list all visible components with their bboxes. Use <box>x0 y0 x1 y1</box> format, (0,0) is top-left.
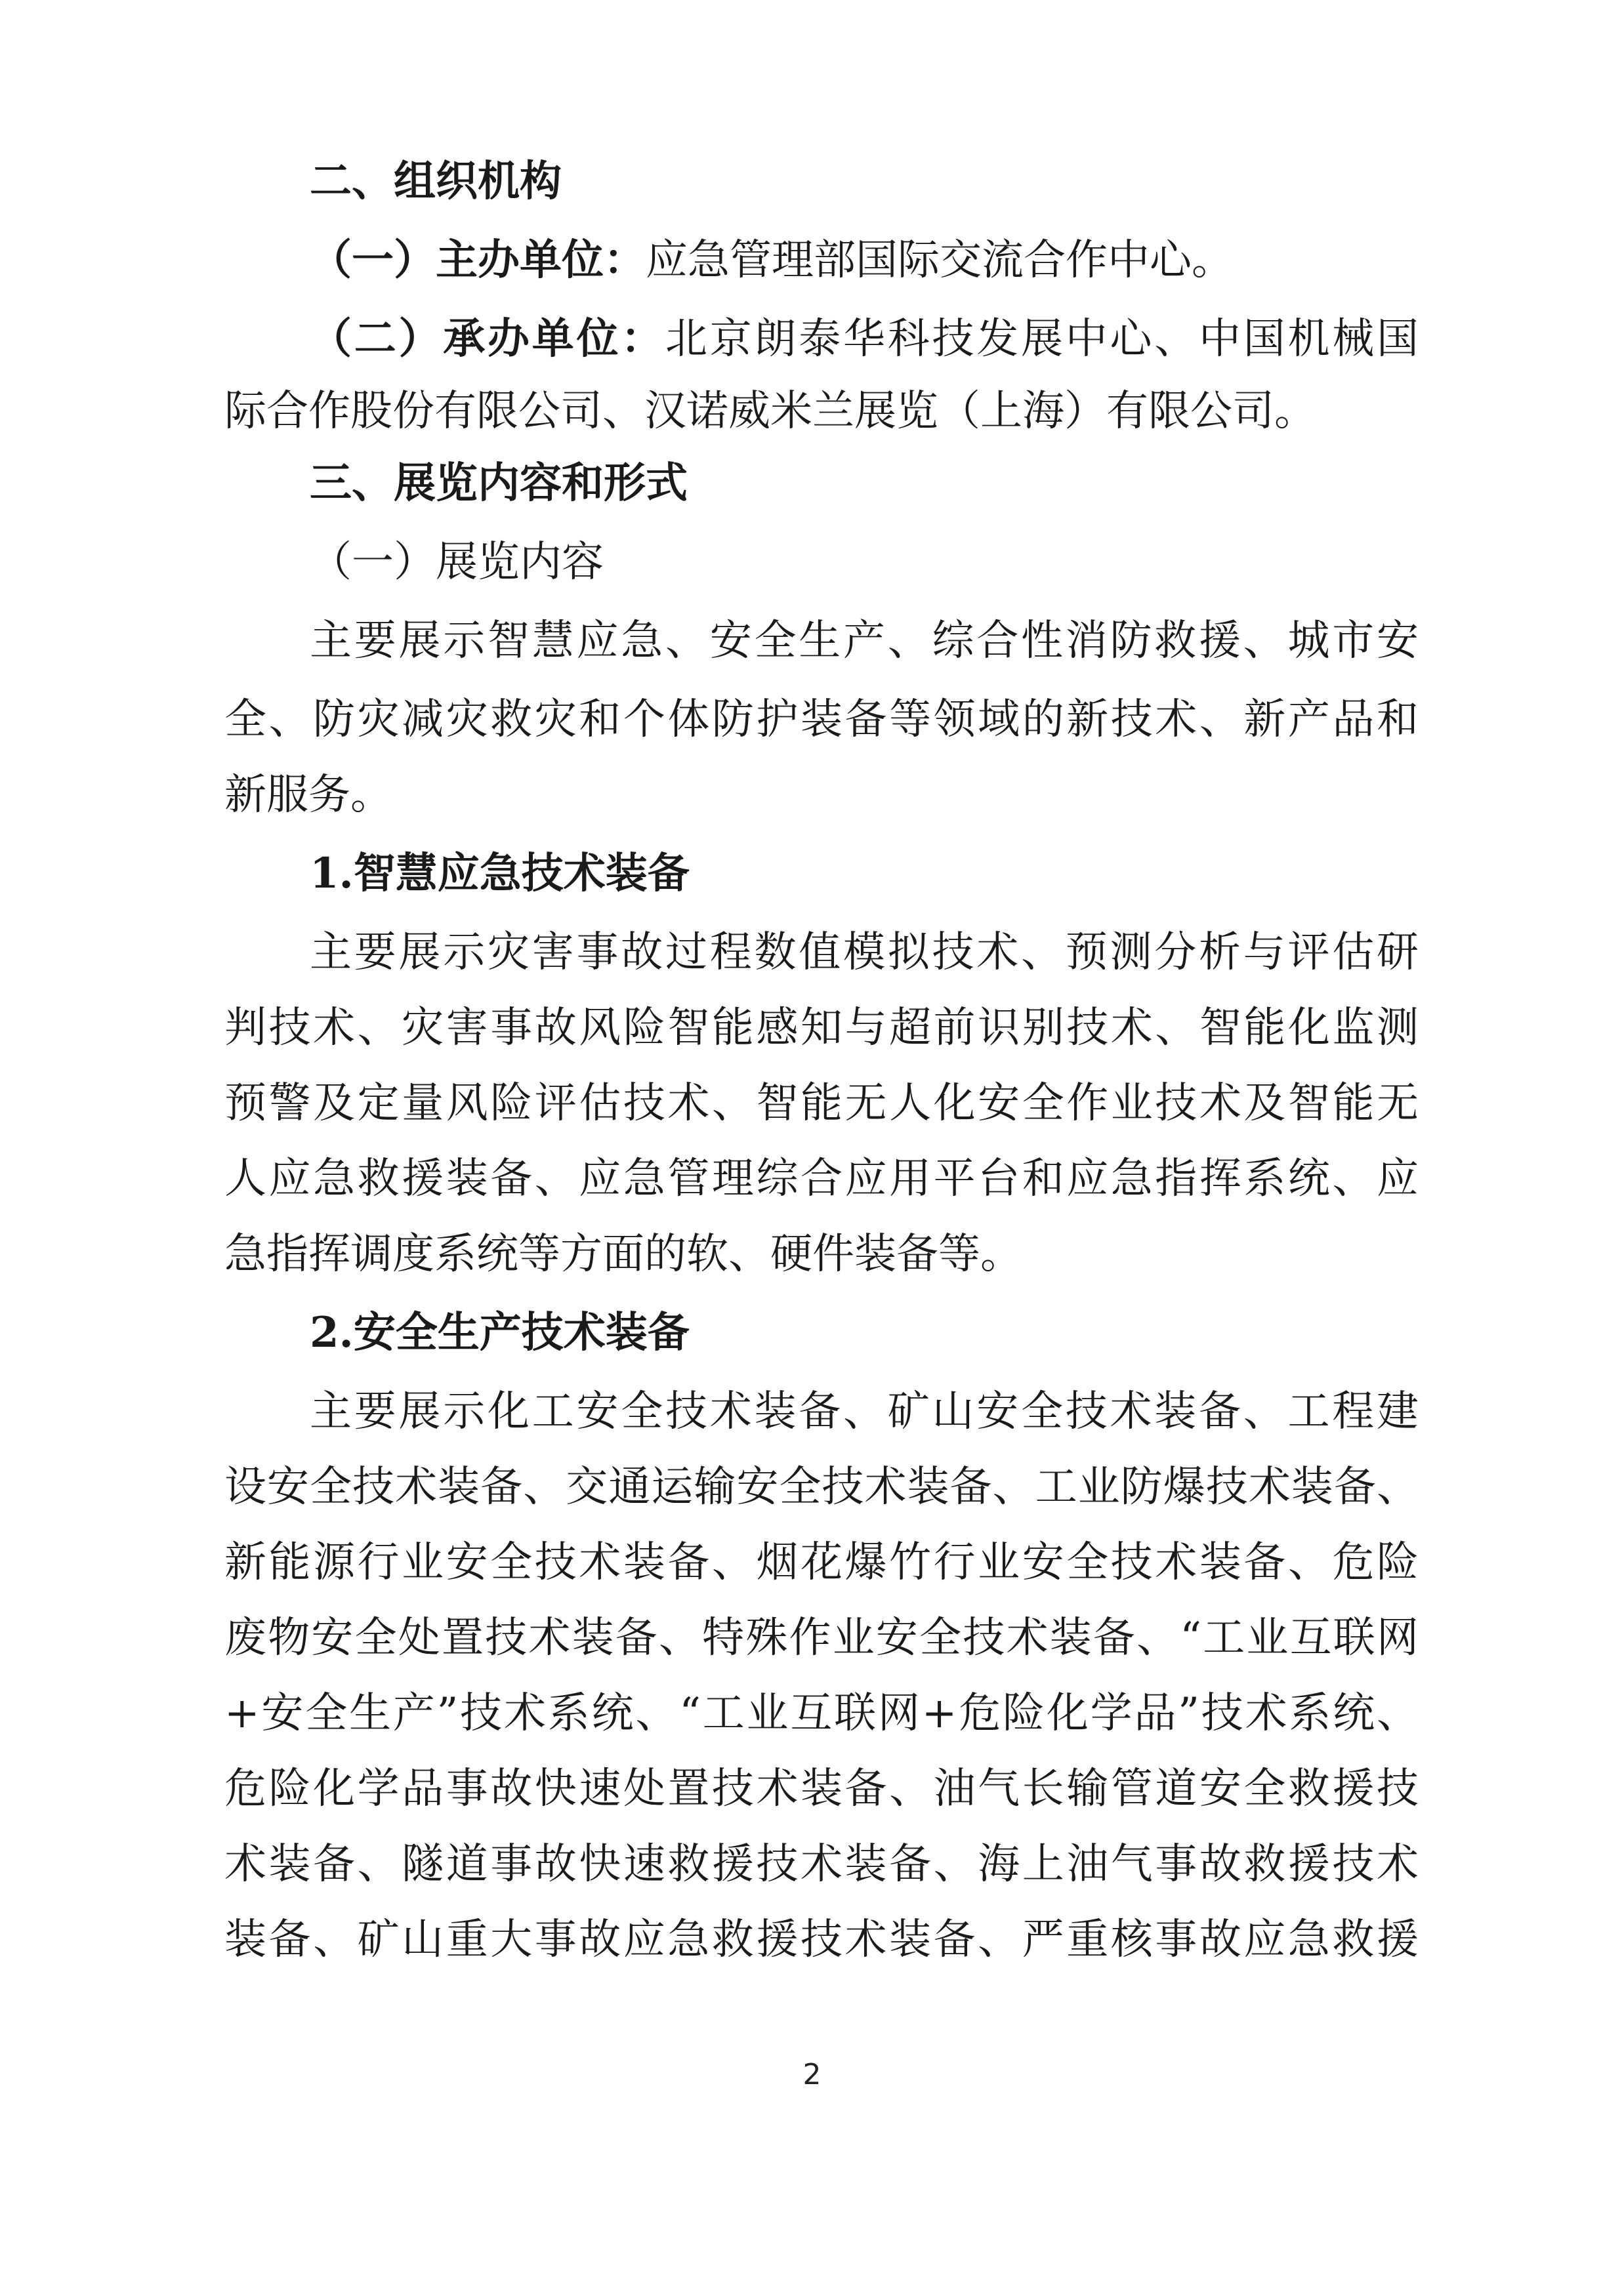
section-heading-organization: 二、组织机构 <box>310 157 562 206</box>
category-2-line-3: 新能源行业安全技术装备、烟花爆竹行业安全技术装备、危险 <box>224 1538 1419 1587</box>
category-2-line-7: 术装备、隧道事故快速救援技术装备、海上油气事故救援技术 <box>224 1840 1419 1889</box>
category-1-line-1: 主要展示灾害事故过程数值模拟技术、预测分析与评估研 <box>310 928 1419 977</box>
category-2-line-1: 主要展示化工安全技术装备、矿山安全技术装备、工程建 <box>310 1387 1419 1436</box>
category-1-line-5: 急指挥调度系统等方面的软、硬件装备等。 <box>224 1230 1022 1279</box>
organizer-label: （二）承办单位： <box>310 314 665 363</box>
organizer-text-line-1: 北京朗泰华科技发展中心、中国机械国 <box>665 315 1419 363</box>
category-2-line-4: 废物安全处置技术装备、特殊作业安全技术装备、“工业互联网 <box>224 1614 1419 1662</box>
category-2-line-5: +安全生产”技术系统、“工业互联网+危险化学品”技术系统、 <box>224 1689 1419 1738</box>
category-2-line-2: 设安全技术装备、交通运输安全技术装备、工业防爆技术装备、 <box>224 1463 1419 1511</box>
paragraph-organizer-line-1 <box>310 313 1419 365</box>
intro-line-3: 新服务。 <box>224 771 392 819</box>
category-2-line-6: 危险化学品事故快速处置技术装备、油气长输管道安全救援技 <box>224 1765 1419 1813</box>
category-1-line-2: 判技术、灾害事故风险智能感知与超前识别技术、智能化监测 <box>224 1004 1419 1052</box>
category-2-line-8: 装备、矿山重大事故应急救援技术装备、严重核事故应急救援 <box>224 1916 1419 1964</box>
section-heading-exhibition-content: 三、展览内容和形式 <box>310 459 688 508</box>
intro-line-2: 全、防灾减灾救灾和个体防护装备等领域的新技术、新产品和 <box>224 695 1419 744</box>
category-1-line-3: 预警及定量风险评估技术、智能无人化安全作业技术及智能无 <box>224 1079 1419 1128</box>
host-unit-text: 应急管理部国际交流合作中心。 <box>646 236 1234 285</box>
category-1-line-4: 人应急救援装备、应急管理综合应用平台和应急指挥系统、应 <box>224 1155 1419 1203</box>
subheading-exhibition-content: （一）展览内容 <box>310 538 604 586</box>
page-number: 2 <box>802 2058 822 2091</box>
category-2-title: 2.安全生产技术装备 <box>310 1308 690 1357</box>
host-unit-label: （一）主办单位： <box>310 236 646 285</box>
paragraph-host-unit <box>310 234 1419 287</box>
intro-line-1: 主要展示智慧应急、安全生产、综合性消防救援、城市安 <box>310 617 1419 665</box>
category-1-title: 1.智慧应急技术装备 <box>310 849 690 898</box>
organizer-text-line-2: 际合作股份有限公司、汉诺威米兰展览（上海）有限公司。 <box>224 387 1316 436</box>
